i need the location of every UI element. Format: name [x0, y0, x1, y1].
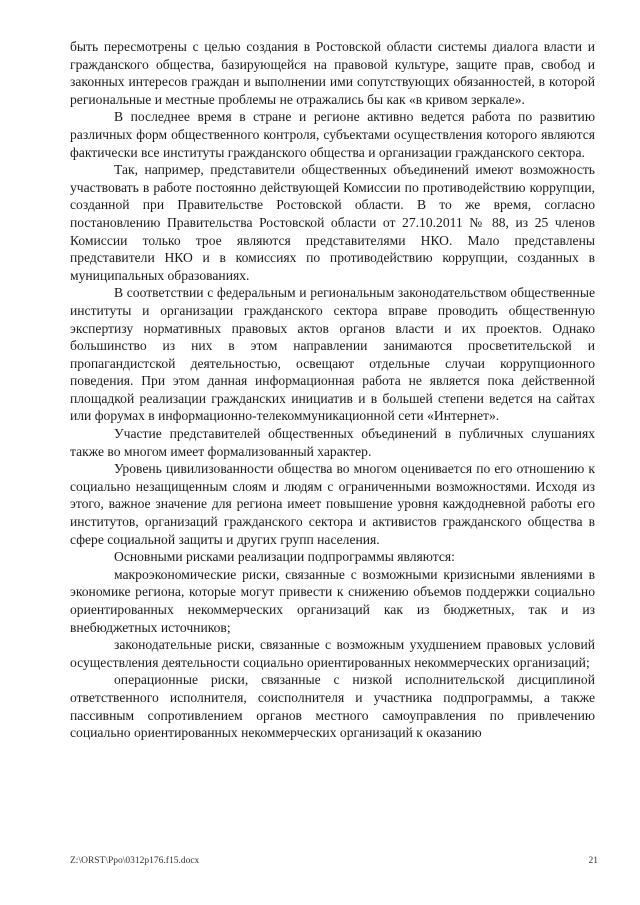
- paragraph-continuation: быть пересмотрены с целью создания в Ростовской области системы диалога власти и гражданского общества, базирующейся на правовой культуре, защите прав, свобод и законных интересов граждан и выполнении ими сопутствующих обязанностей, в которой региональные и местные проблемы не отражались бы как «в кривом зеркале».: [70, 39, 595, 107]
- paragraph: В соответствии с федеральным и региональным законодательством общественные институты и организации гражданского сектора вправе проводить общественную экспертизу нормативных правовых актов органов власти и их проектов. Однако большинство из них в этом направлении занимаются просветительской и пропагандистской деятельностью, освещают отдельные случаи коррупционного поведения. При этом данная информационная работа не является пока действенной площадкой реализации гражданских инициатив и в большей степени ведется на сайтах или форумах в информационно-телекоммуникационной сети «Интернет».: [70, 285, 595, 424]
- paragraph: Так, например, представители общественных объединений имеют возможность участвовать в работе постоянно действующей Комиссии по противодействию коррупции, созданной при Правительстве Ростовской области. В то же время, согласно постановлению Правительства Ростовской области от 27.10.2011 № 88, из 25 членов Комиссии только трое являются представителями НКО. Мало представлены представители НКО и в комиссиях по противодействию коррупции, созданных в муниципальных образованиях.: [70, 162, 595, 283]
- footer-page-number: 21: [588, 856, 598, 866]
- paragraph: Основными рисками реализации подпрограммы являются:: [114, 549, 455, 565]
- paragraph: Уровень цивилизованности общества во многом оценивается по его отношению к социально незащищенным слоям и людям с ограниченными возможностями. Исходя из этого, важное значение для региона имеет повышение уровня каждодневной работы его институтов, организаций гражданского сектора и активистов гражданского общества в сфере социальной защиты и других групп населения.: [70, 461, 595, 547]
- document-body: [70, 38, 595, 742]
- list-item-risk: макроэкономические риски, связанные с возможными кризисными явлениями в экономике региона, которые могут привести к снижению объемов поддержки социально ориентированных некоммерческих организаций как из бюджетных, так и из внебюджетных источников;: [70, 566, 595, 635]
- footer-file-path: Z:\ORST\Ppo\0312p176.f15.docx: [70, 856, 200, 866]
- paragraph: Участие представителей общественных объединений в публичных слушаниях также во многом имеет формализованный характер.: [70, 426, 595, 459]
- list-item-risk: операционные риски, связанные с низкой исполнительской дисциплиной ответственного исполнителя, соисполнителя и участника подпрограммы, а также пассивным сопротивлением органов местного самоуправления по привлечению социально ориентированных некоммерческих организаций к оказанию: [70, 672, 595, 741]
- list-item-risk: законодательные риски, связанные с возможным ухудшением правовых условий осуществления деятельности социально ориентированных некоммерческих организаций;: [70, 637, 595, 670]
- paragraph: В последнее время в стране и регионе активно ведется работа по развитию различных форм общественного контроля, субъектами осуществления которого являются фактически все институты гражданского общества и организации гражданского сектора.: [70, 109, 595, 160]
